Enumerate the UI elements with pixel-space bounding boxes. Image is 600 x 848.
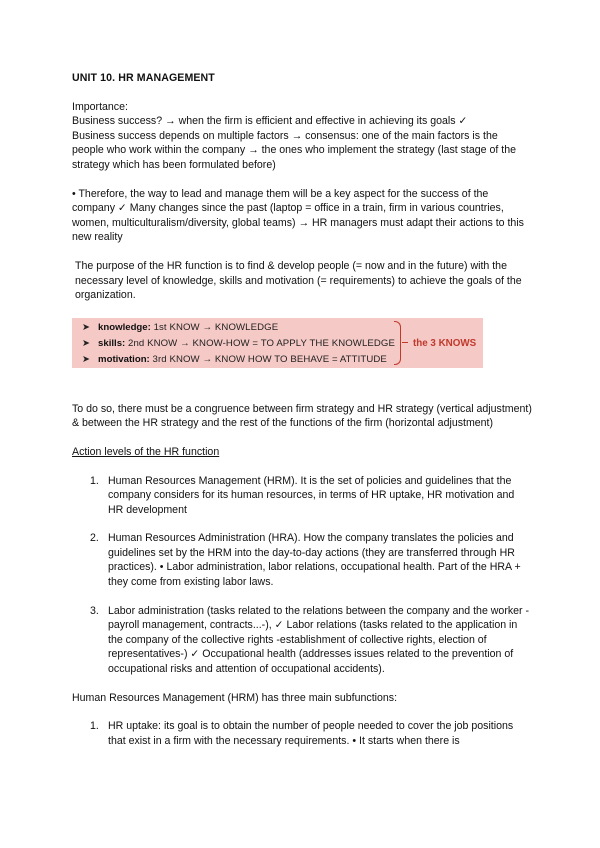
list-number: 2.	[90, 532, 99, 545]
figure-item-motivation	[82, 353, 387, 368]
three-knows-figure	[72, 318, 483, 368]
list-text: Labor administration (tasks related to the relations between the company and the worker -payroll management, contracts...-), ✓ Labor relations (tasks related to the application in the company of the collective rights -establishment of collective rights, election of representatives-) ✓ Occupational health (addresses issues related to the prevention of occupational risks and attention of occupational accidents).	[108, 604, 530, 676]
therefore-paragraph: • Therefore, the way to lead and manage them will be a key aspect for the success of the company ✓ Many changes since the past (laptop = office in a train, firm in various countries, women, multiculturalism/diversity, global teams) → HR managers must adapt their actions to this new reality	[72, 187, 524, 244]
list-item	[72, 604, 532, 677]
list-text: Human Resources Administration (HRA). How the company translates the policies and guidelines set by the HRM into the day-to-day actions (they are transferred through HR practices). • Labor administration, labor relations, occupational health. Part of the HRA + they come from existing labor laws.	[108, 532, 521, 589]
subfunctions-list	[72, 719, 532, 748]
figure-text: 2nd KNOW → KNOW-HOW = TO APPLY THE KNOWLEDGE	[125, 337, 395, 349]
list-text: HR uptake: its goal is to obtain the number of people needed to cover the job positions that exist in a firm with the necessary requirements. • It starts when there is	[108, 720, 514, 747]
importance-line-2: Business success depends on multiple factors → consensus: one of the main factors is the people who work within the company → the ones who implement the strategy (last stage of the strategy which has been formulated before)	[72, 129, 516, 171]
figure-term: knowledge:	[98, 321, 151, 333]
curly-brace-icon	[394, 321, 401, 365]
congruence-line-2: & between the HR strategy and the rest of the functions of the firm (horizontal adjustment)	[72, 417, 494, 430]
list-text: Human Resources Management (HRM). It is the set of policies and guidelines that the company considers for its human resources, in terms of HR uptake, HR motivation and HR development	[108, 474, 515, 516]
brace-tip	[402, 342, 408, 343]
list-number: 1.	[90, 474, 99, 487]
arrow-bullet-icon: ➤	[82, 353, 91, 365]
arrow-bullet-icon: ➤	[82, 337, 91, 349]
figure-term: motivation:	[98, 353, 150, 365]
list-item	[72, 531, 532, 589]
list-number: 1.	[90, 720, 99, 733]
document-body	[72, 71, 532, 748]
hrm-intro: Human Resources Management (HRM) has three main subfunctions:	[72, 691, 398, 704]
action-levels-list	[72, 474, 532, 677]
list-item	[72, 474, 532, 518]
arrow-bullet-icon: ➤	[82, 321, 91, 333]
congruence-line-1: To do so, there must be a congruence between firm strategy and HR strategy (vertical adjustment)	[72, 402, 532, 415]
figure-text: 1st KNOW → KNOWLEDGE	[150, 321, 279, 333]
list-number: 3.	[90, 604, 99, 617]
figure-summary: the 3 KNOWS	[413, 337, 477, 349]
figure-text: 3rd KNOW → KNOW HOW TO BEHAVE = ATTITUDE	[149, 353, 387, 365]
action-levels-heading: Action levels of the HR function	[72, 445, 220, 458]
unit-title: UNIT 10. HR MANAGEMENT	[72, 72, 215, 84]
figure-term: skills:	[98, 337, 126, 349]
list-item	[72, 719, 532, 748]
figure-item-knowledge	[82, 321, 278, 336]
purpose-paragraph: The purpose of the HR function is to find & develop people (= now and in the future) with the necessary level of knowledge, skills and motivation (= requirements) to achieve the goals of the organization.	[75, 259, 522, 302]
importance-label: Importance:	[72, 100, 128, 113]
figure-item-skills	[82, 337, 395, 352]
importance-line-1: Business success? → when the firm is efficient and effective in achieving its goals ✓	[72, 115, 468, 128]
